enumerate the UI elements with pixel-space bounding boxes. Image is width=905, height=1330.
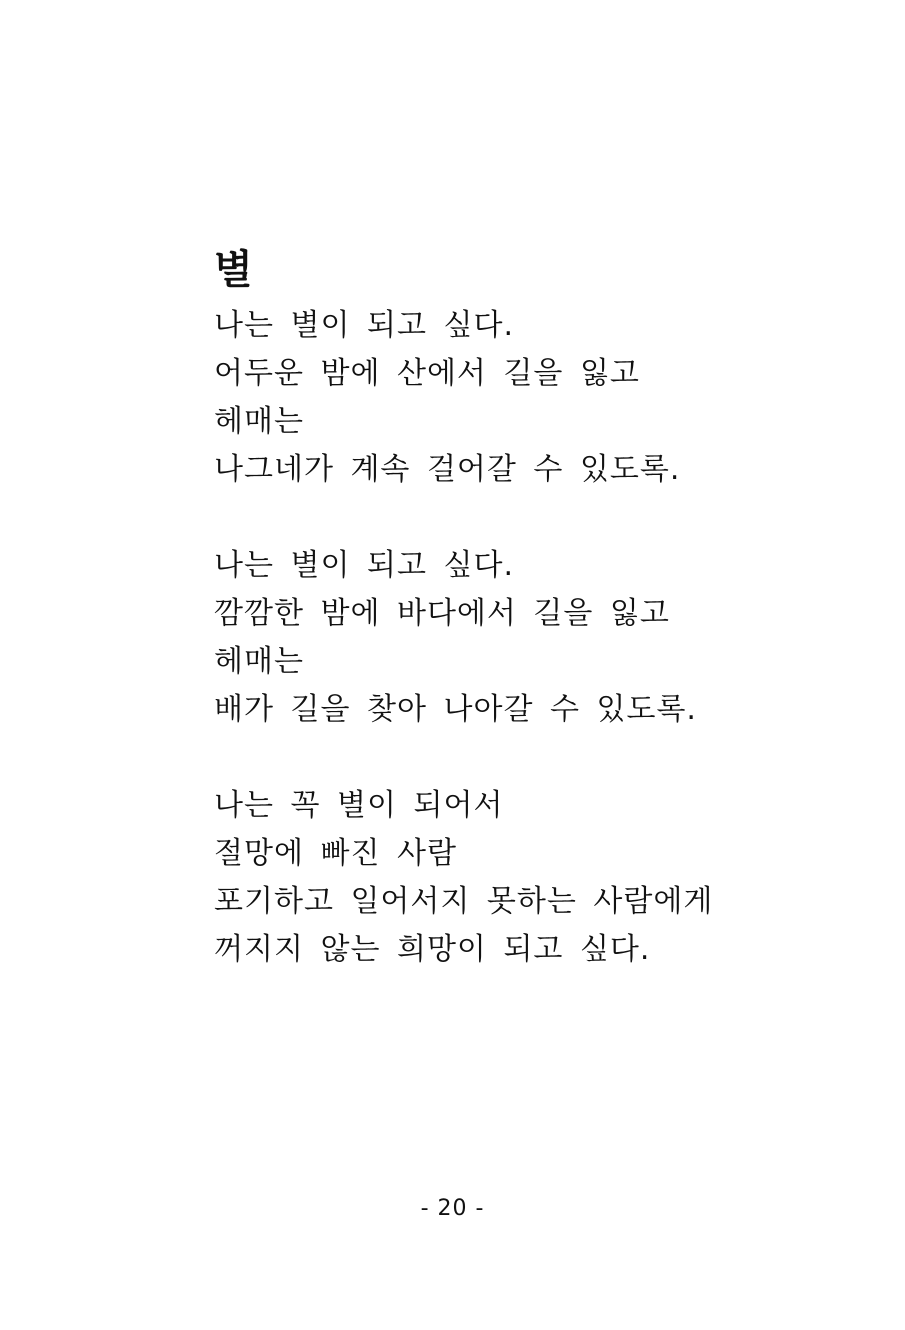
poem [214, 246, 834, 1022]
poem-line: 절망에 빠진 사람 [214, 836, 457, 871]
page-number: - 20 - [420, 1196, 485, 1221]
poem-title: 별 [214, 247, 253, 293]
poem-line: 나는 꼭 별이 되어서 [214, 788, 504, 823]
stanza-3 [214, 782, 834, 974]
poem-line: 어두운 밤에 산에서 길을 잃고 [214, 356, 640, 391]
stanza-1 [214, 302, 834, 494]
poem-line: 헤매는 [214, 404, 304, 439]
poem-line: 깜깜한 밤에 바다에서 길을 잃고 [214, 596, 670, 631]
poem-line: 배가 길을 찾아 나아갈 수 있도록. [214, 692, 697, 727]
poem-line: 나는 별이 되고 싶다. [214, 548, 514, 583]
poem-line: 나그네가 계속 걸어갈 수 있도록. [214, 452, 681, 487]
poem-line: 나는 별이 되고 싶다. [214, 308, 514, 343]
stanza-2 [214, 542, 834, 734]
poem-line: 꺼지지 않는 희망이 되고 싶다. [214, 932, 651, 967]
poem-line: 헤매는 [214, 644, 304, 679]
poem-line: 포기하고 일어서지 못하는 사람에게 [214, 884, 714, 919]
